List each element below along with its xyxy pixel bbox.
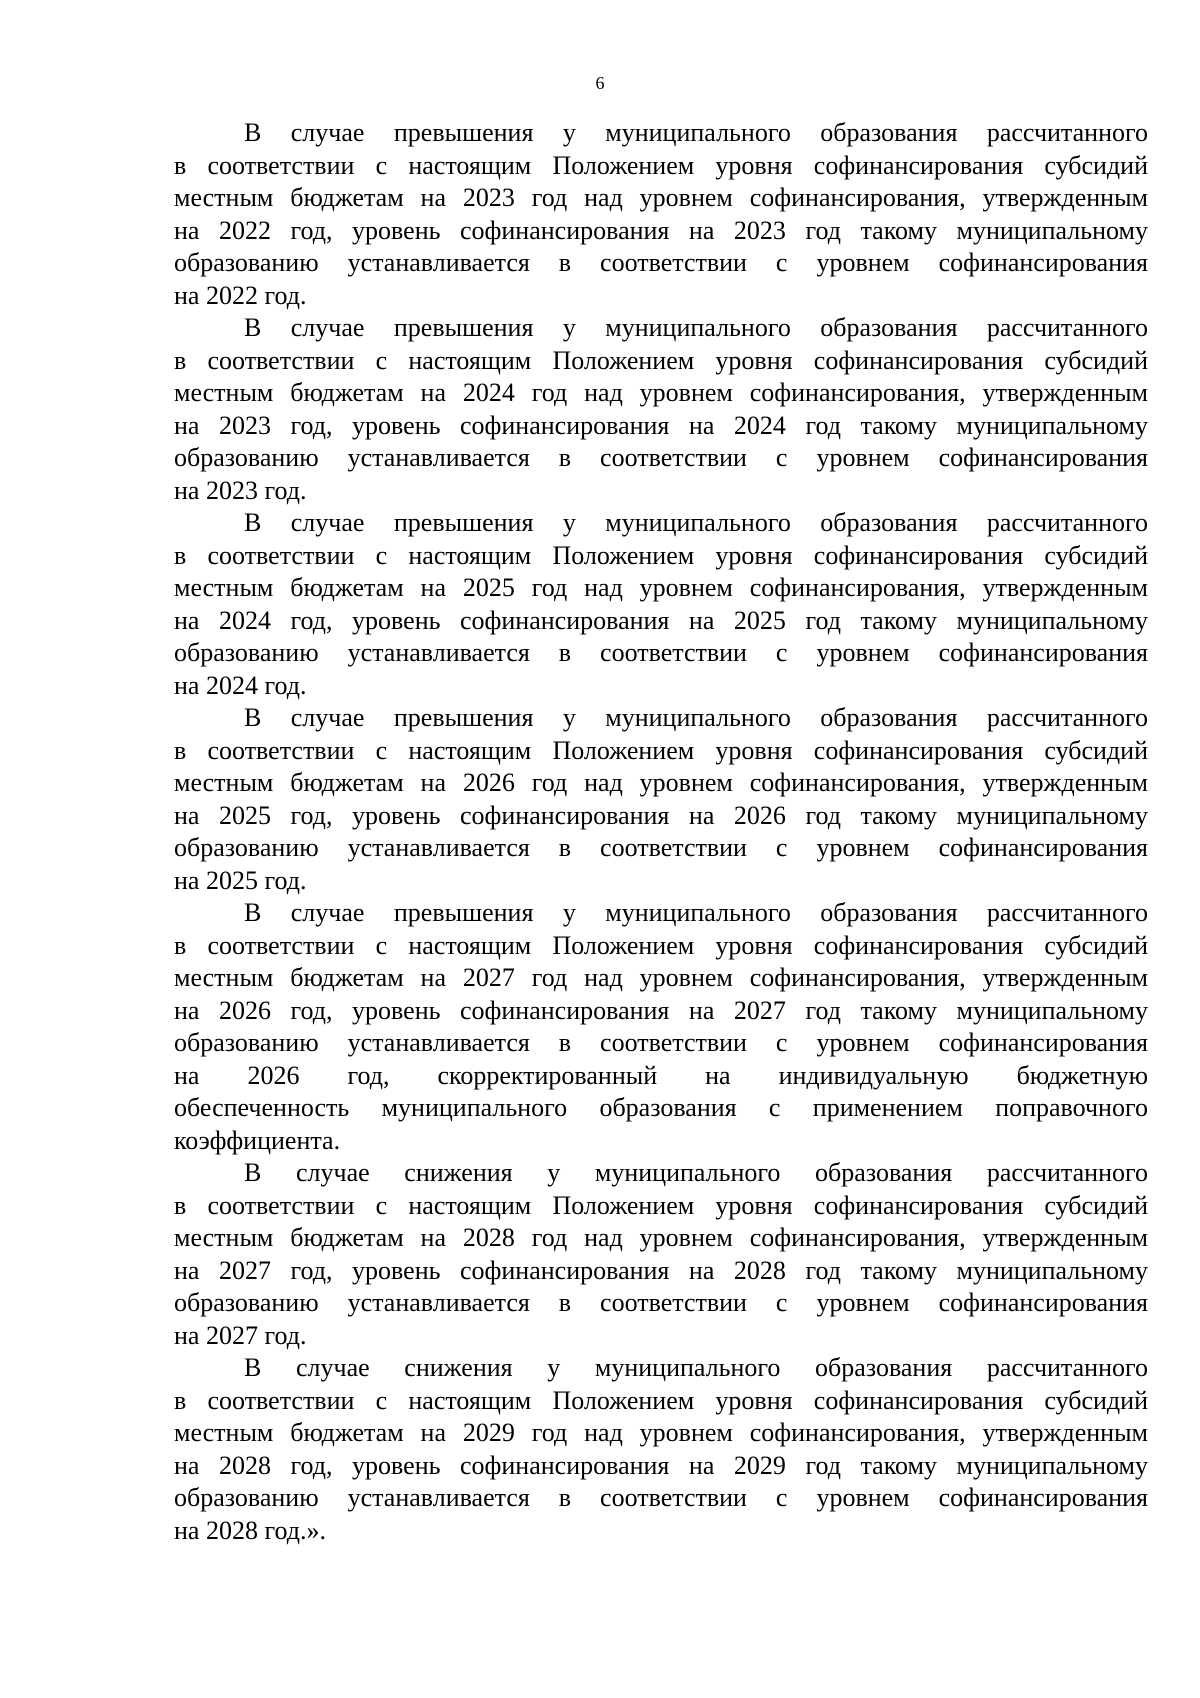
paragraph-7 xyxy=(174,1352,1148,1547)
page-number: 6 xyxy=(595,73,605,93)
paragraph-line: на 2026 год, скорректированный на индивидуальную бюджетную xyxy=(174,1060,1148,1090)
paragraph-6 xyxy=(174,1157,1148,1352)
paragraph-line: местным бюджетам на 2028 год над уровнем софинансирования, утвержденным xyxy=(174,1223,1148,1252)
paragraph-line: на 2023 год, уровень софинансирования на 2024 год такому муниципальному xyxy=(174,410,1148,440)
document-body xyxy=(174,117,1148,1547)
paragraph-3 xyxy=(174,507,1148,702)
paragraph-line: на 2025 год. xyxy=(174,865,307,895)
paragraph-line: коэффициента. xyxy=(174,1125,341,1155)
paragraph-line: образованию устанавливается в соответствии с уровнем софинансирования xyxy=(174,248,1148,277)
paragraph-line: на 2028 год.». xyxy=(174,1515,326,1545)
paragraph-line: на 2023 год. xyxy=(174,475,307,505)
paragraph-line: образованию устанавливается в соответствии с уровнем софинансирования xyxy=(174,833,1148,862)
paragraph-line: образованию устанавливается в соответствии с уровнем софинансирования xyxy=(174,443,1148,472)
paragraph-line: в соответствии с настоящим Положением уровня софинансирования субсидий xyxy=(174,345,1148,375)
paragraph-line: В случае превышения у муниципального образования рассчитанного xyxy=(244,703,1148,732)
paragraph-line: В случае снижения у муниципального образования рассчитанного xyxy=(244,1353,1148,1382)
paragraph-line: в соответствии с настоящим Положением уровня софинансирования субсидий xyxy=(174,540,1148,570)
paragraph-line: в соответствии с настоящим Положением уровня софинансирования субсидий xyxy=(174,1190,1148,1220)
paragraph-line: на 2026 год, уровень софинансирования на 2027 год такому муниципальному xyxy=(174,995,1148,1025)
paragraph-line: на 2022 год. xyxy=(174,280,307,310)
paragraph-line: в соответствии с настоящим Положением уровня софинансирования субсидий xyxy=(174,150,1148,180)
paragraph-line: образованию устанавливается в соответствии с уровнем софинансирования xyxy=(174,1028,1148,1057)
paragraph-line: на 2024 год. xyxy=(174,670,307,700)
paragraph-line: на 2027 год. xyxy=(174,1320,307,1350)
paragraph-line: местным бюджетам на 2026 год над уровнем софинансирования, утвержденным xyxy=(174,768,1148,797)
paragraph-line: местным бюджетам на 2023 год над уровнем софинансирования, утвержденным xyxy=(174,183,1148,212)
paragraph-line: образованию устанавливается в соответствии с уровнем софинансирования xyxy=(174,638,1148,667)
paragraph-line: местным бюджетам на 2024 год над уровнем софинансирования, утвержденным xyxy=(174,378,1148,407)
paragraph-line: образованию устанавливается в соответствии с уровнем софинансирования xyxy=(174,1483,1148,1512)
paragraph-line: в соответствии с настоящим Положением уровня софинансирования субсидий xyxy=(174,1385,1148,1415)
paragraph-line: на 2025 год, уровень софинансирования на 2026 год такому муниципальному xyxy=(174,800,1148,830)
paragraph-line: на 2028 год, уровень софинансирования на 2029 год такому муниципальному xyxy=(174,1450,1148,1480)
paragraph-line: местным бюджетам на 2025 год над уровнем софинансирования, утвержденным xyxy=(174,573,1148,602)
paragraph-line: образованию устанавливается в соответствии с уровнем софинансирования xyxy=(174,1288,1148,1317)
paragraph-line: на 2024 год, уровень софинансирования на 2025 год такому муниципальному xyxy=(174,605,1148,635)
paragraph-1 xyxy=(174,117,1148,312)
paragraph-line: на 2022 год, уровень софинансирования на 2023 год такому муниципальному xyxy=(174,215,1148,245)
paragraph-line: В случае превышения у муниципального образования рассчитанного xyxy=(244,898,1148,927)
paragraph-line: на 2027 год, уровень софинансирования на 2028 год такому муниципальному xyxy=(174,1255,1148,1285)
paragraph-4 xyxy=(174,702,1148,897)
paragraph-line: в соответствии с настоящим Положением уровня софинансирования субсидий xyxy=(174,930,1148,960)
paragraph-line: В случае превышения у муниципального образования рассчитанного xyxy=(244,508,1148,537)
paragraph-2 xyxy=(174,312,1148,507)
paragraph-5 xyxy=(174,897,1148,1157)
paragraph-line: местным бюджетам на 2027 год над уровнем софинансирования, утвержденным xyxy=(174,963,1148,992)
paragraph-line: обеспеченность муниципального образования с применением поправочного xyxy=(174,1093,1148,1122)
paragraph-line: местным бюджетам на 2029 год над уровнем софинансирования, утвержденным xyxy=(174,1418,1148,1447)
paragraph-line: В случае превышения у муниципального образования рассчитанного xyxy=(244,313,1148,342)
paragraph-line: в соответствии с настоящим Положением уровня софинансирования субсидий xyxy=(174,735,1148,765)
paragraph-line: В случае превышения у муниципального образования рассчитанного xyxy=(244,118,1148,147)
paragraph-line: В случае снижения у муниципального образования рассчитанного xyxy=(244,1158,1148,1187)
